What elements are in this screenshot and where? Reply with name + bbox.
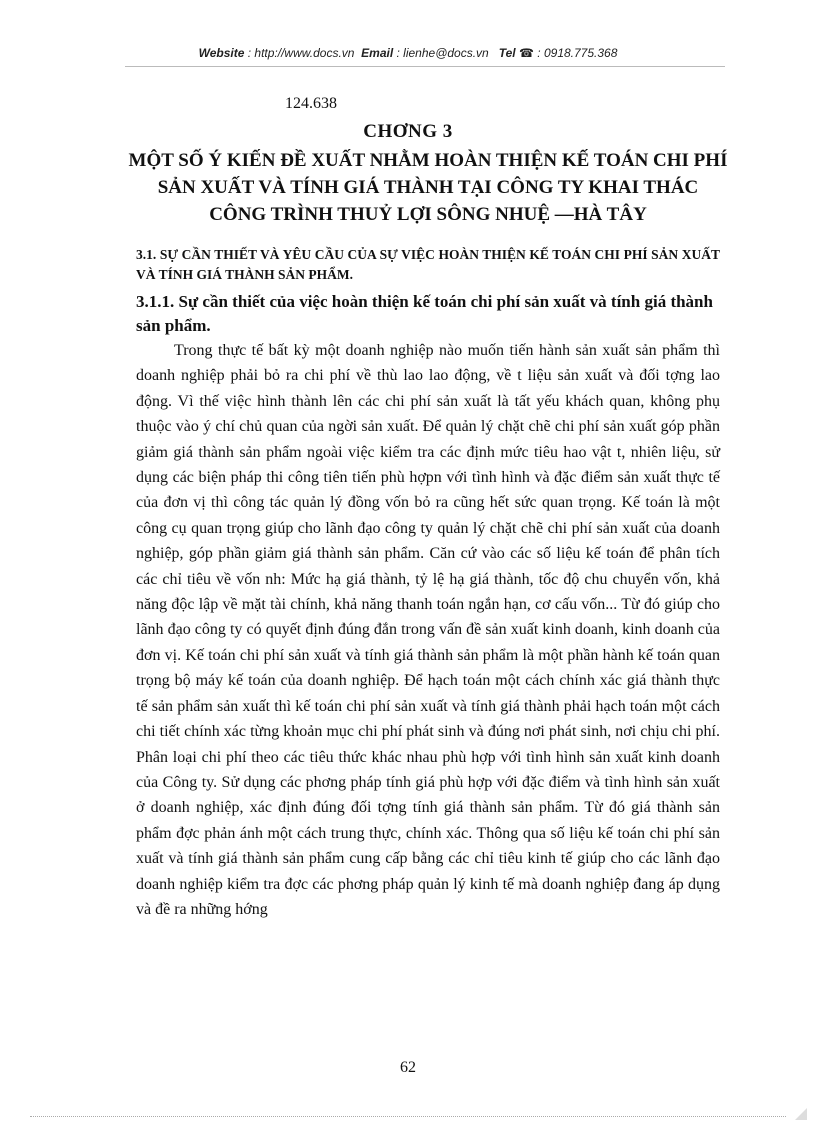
tel-label: Tel	[498, 46, 516, 60]
website-link[interactable]: : http://www.docs.vn	[247, 46, 355, 60]
document-code: 124.638	[285, 95, 337, 112]
website-label: Website	[198, 46, 245, 60]
page-corner	[795, 1108, 807, 1120]
page-header	[0, 46, 816, 60]
section-heading-3-1: 3.1. SỰ CẦN THIẾT VÀ YÊU CẦU CỦA SỰ VIỆC HOÀN THIỆN KẾ TOÁN CHI PHÍ SẢN XUẤT VÀ TÍNH GIÁ THÀNH SẢN PHẨM.	[136, 247, 720, 282]
page-number: 62	[400, 1059, 416, 1076]
email-label: Email	[361, 46, 394, 60]
footer-divider	[30, 1116, 786, 1117]
chapter-title: MỘT SỐ Ý KIẾN ĐỀ XUẤT NHẰM HOÀN THIỆN KẾ TOÁN CHI PHÍ SẢN XUẤT VÀ TÍNH GIÁ THÀNH TẠI CÔNG TY KHAI THÁC CÔNG TRÌNH THUỶ LỢI SÔNG NHUỆ —HÀ TÂY	[128, 150, 728, 225]
chapter-heading: CHƠNG 3	[363, 121, 453, 142]
section-heading-3-1-1: 3.1.1. Sự cần thiết của việc hoàn thiện kế toán chi phí sản xuất và tính giá thành sản phẩm.	[136, 292, 713, 335]
tel-value: : 0918.775.368	[537, 46, 618, 60]
phone-icon: ☎	[519, 46, 534, 60]
email-link[interactable]: : lienhe@docs.vn	[396, 46, 489, 60]
header-divider	[125, 66, 725, 67]
body-paragraph: Trong thực tế bất kỳ một doanh nghiệp nào muốn tiến hành sản xuất sản phẩm thì doanh nghiệp phải bỏ ra chi phí về thù lao lao động, về t liệu sản xuất và đối tợng lao động. Vì thế việc hình thành lên các chi phí sản xuất là tất yếu khách quan, không phụ thuộc vào ý chí chủ quan của ngời sản xuất. Để quản lý chặt chẽ chi phí sản xuất góp phần giảm giá thành sản phẩm ngoài việc kiểm tra các định mức tiêu hao vật t, nhiên liệu, sử dụng các biện pháp thi công tiên tiến phù hợpn với tình hình và đặc điểm sản xuất thực tế của đơn vị thì công tác quản lý đồng vốn bỏ ra cũng hết sức quan trọng. Kế toán là một công cụ quan trọng giúp cho lãnh đạo công ty quản lý chặt chẽ chi phí sản xuất của doanh nghiệp, góp phần giảm giá thành sản phẩm. Căn cứ vào các số liệu kế toán để phân tích các chỉ tiêu về vốn nh: Mức hạ giá thành, tỷ lệ hạ giá thành, tốc độ chu chuyển vốn, khả năng độc lập về mặt tài chính, khả năng thanh toán ngắn hạn, cơ cấu vốn... Từ đó giúp cho lãnh đạo công ty có quyết định đúng đắn trong vấn đề sản xuất kinh doanh, kinh doanh của đơn vị. Kế toán chi phí sản xuất và tính giá thành sản phẩm là một phần hành kế toán quan trọng bộ máy kế toán của doanh nghiệp. Để hạch toán một cách chính xác giá thành thực tế sản phẩm sản xuất thì kế toán chi phí sản xuất và tính giá thành phải hạch toán một cách chi tiết chính xác từng khoản mục chi phí phát sinh và đúng nơi phát sinh, nơi chịu chi phí. Phân loại chi phí theo các tiêu thức khác nhau phù hợp với tình hình sản xuất kinh doanh của Công ty. Sử dụng các phơng pháp tính giá phù hợp với đặc điểm và tình hình sản xuất ở doanh nghiệp, xác định đúng đối tợng tính giá thành sản phẩm. Từ đó giá thành sản phẩm đợc phản ánh một cách trung thực, chính xác. Thông qua số liệu kế toán chi phí sản xuất và tính giá thành sản phẩm cung cấp bằng các chỉ tiêu kinh tế giúp cho các lãnh đạo doanh nghiệp kiểm tra đợc các phơng pháp quản lý kinh tế mà doanh nghiệp đang áp dụng và đề ra những hớng	[136, 342, 720, 918]
